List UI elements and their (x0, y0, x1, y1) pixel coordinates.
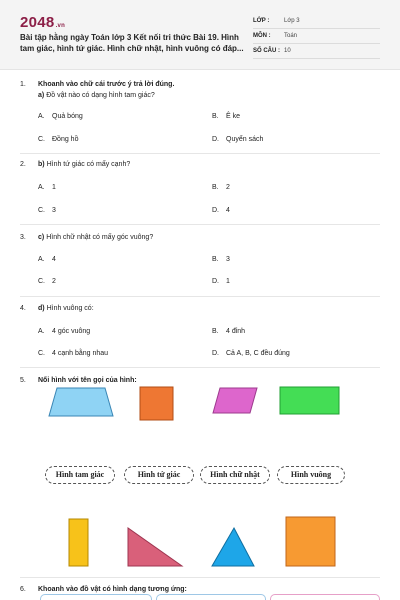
title-line-2: tam giác, hình tứ giác. Hình chữ nhật, hình vuông có đáp... (20, 44, 244, 53)
question-4: 4. d) Hình vuông có: A. 4 góc vuông B. 4 đỉnh C. 4 cạnh bằng nhau D. Cả A, B, C đều đúng (20, 305, 290, 357)
meta-question-count: SỐ CÂU : 10 (253, 44, 380, 59)
meta-grade: LỚP : Lớp 3 (253, 14, 380, 29)
question-5: 5. Nối hình với tên gọi của hình: (20, 377, 137, 384)
question-2: 2. b) Hình tứ giác có mấy cạnh? A. 1 B. 2 C. 3 D. 4 (20, 161, 230, 214)
answer-box[interactable] (40, 594, 152, 600)
green-rectangle-shape[interactable] (279, 386, 341, 416)
divider (20, 296, 380, 297)
orange-square-shape-2[interactable] (285, 516, 337, 568)
parallelogram-shape[interactable] (211, 387, 259, 415)
right-triangle-shape[interactable] (126, 526, 184, 568)
orange-square-shape[interactable] (139, 386, 175, 422)
divider (20, 153, 380, 154)
divider (20, 367, 380, 368)
answer-box[interactable] (156, 594, 266, 600)
question-1: 1. Khoanh vào chữ cái trước ý trả lời đúng. a) Đồ vật nào có dạng hình tam giác? A. Quả bóng B. Ê ke C. Đồng hồ D. Quyển sách (20, 81, 264, 143)
site-logo[interactable]: 2048.vn (20, 14, 66, 31)
divider (20, 224, 380, 225)
meta-subject: MÔN : Toán (253, 29, 380, 44)
blue-triangle-shape[interactable] (210, 526, 256, 568)
label-square[interactable]: Hình vuông (277, 466, 345, 484)
label-triangle[interactable]: Hình tam giác (45, 466, 115, 484)
document-title (20, 32, 244, 54)
title-line-1: Bài tập hằng ngày Toán lớp 3 Kết nối tri thức Bài 19. Hình (20, 33, 239, 42)
question-3: 3. c) Hình chữ nhật có mấy góc vuông? A. 4 B. 3 C. 2 D. 1 (20, 234, 230, 285)
divider (20, 577, 380, 578)
label-quadrilateral[interactable]: Hình tứ giác (124, 466, 194, 484)
page-header (0, 0, 400, 70)
label-rectangle[interactable]: Hình chữ nhật (200, 466, 270, 484)
question-6: 6. Khoanh vào đồ vật có hình dạng tương ứng: (20, 586, 187, 593)
yellow-rectangle-shape[interactable] (68, 518, 90, 568)
answer-box[interactable] (270, 594, 380, 600)
trapezoid-shape[interactable] (47, 386, 115, 418)
